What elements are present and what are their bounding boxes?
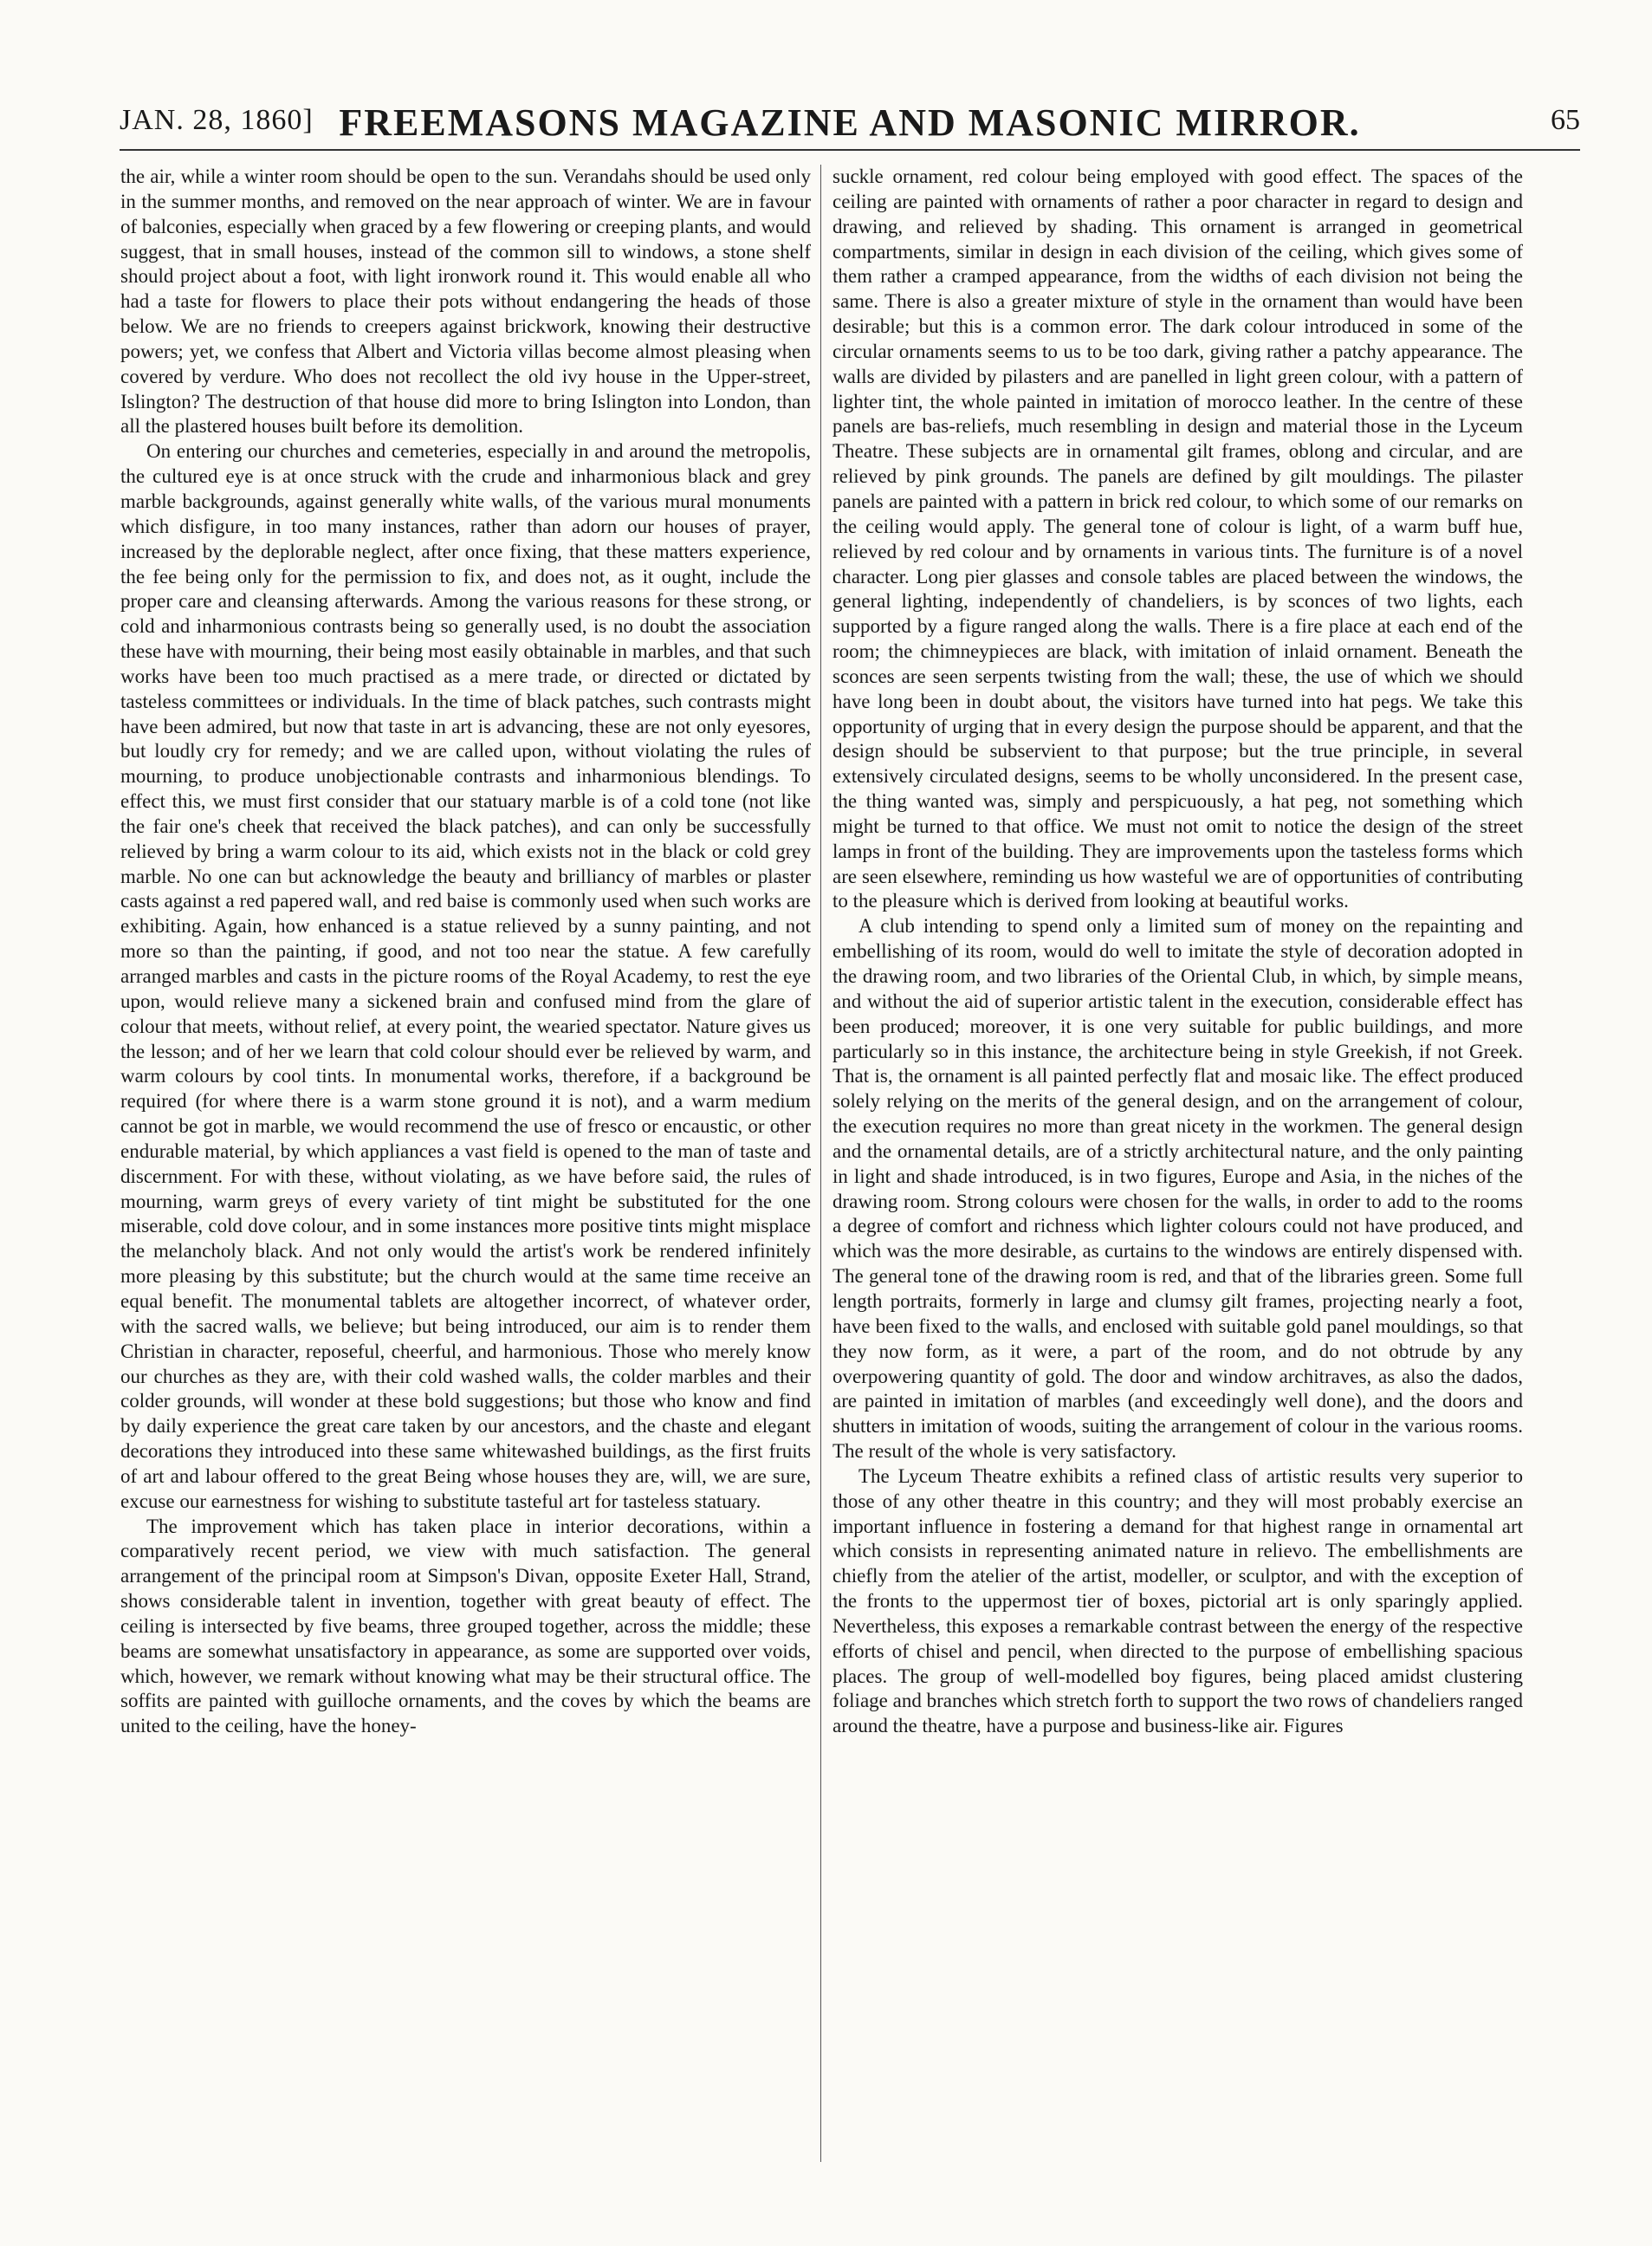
paragraph: the air, while a winter room should be open to the sun. Verandahs should be used only in the summer months, and removed on the near approach of winter. We are in favour of balconies, especially when graced by a few flowering or creeping plants, and would suggest, that in small houses, instead of the common sill to windows, a stone shelf should project about a foot, with light ironwork round it. This would enable all who had a taste for flowers to place their pots without endangering the heads of those below. We are no friends to creepers against brickwork, knowing their destructive powers; yet, we confess that Albert and Victoria villas become almost pleasing when covered by verdure. Who does not recollect the old ivy house in the Upper-street, Islington? The destruction of that house did more to bring Islington into London, than all the plastered houses built before its demolition. <box>120 166 811 438</box>
publication-title: FREEMASONS MAGAZINE AND MASONIC MIRROR. <box>339 101 1361 144</box>
paragraph: The improvement which has taken place in interior decorations, within a comparatively recent period, we view with much satisfaction. The general arrangement of the principal room at Simpson's Divan, opposite Exeter Hall, Strand, shows considerable talent in invention, together with great beauty of effect. The ceiling is intersected by five beams, three grouped together, across the middle; these beams are somewhat unsatisfactory in appearance, as some are supported over voids, which, however, we remark without knowing what may be their structural office. The soffits are painted with guilloche ornaments, and the coves by which the beams are united to the ceiling, have the honey- <box>120 1515 811 1737</box>
paragraph: suckle ornament, red colour being employed with good effect. The spaces of the ceiling are painted with ornaments of rather a poor character in regard to design and drawing, and relieved by shading. This ornament is arranged in geometrical compartments, similar in design in each division of the ceiling, which gives some of them rather a cramped appearance, from the widths of each division not being the same. There is also a greater mixture of style in the ornament than would have been desirable; but this is a common error. The dark colour introduced in some of the circular ornaments seems to us to be too dark, giving rather a patchy appearance. The walls are divided by pilasters and are panelled in light green colour, with a pattern of lighter tint, the whole painted in imitation of morocco leather. In the centre of these panels are bas-reliefs, much resembling in design and material those in the Lyceum Theatre. These subjects are in ornamental gilt frames, oblong and circular, and are relieved by pink grounds. The panels are defined by gilt mouldings. The pilaster panels are painted with a pattern in brick red colour, to which some of our remarks on the ceiling would apply. The general tone of colour is light, of a warm buff hue, relieved by red colour and by ornaments in various tints. The furniture is of a novel character. Long pier glasses and console tables are placed between the windows, the general lighting, independently of chandeliers, is by sconces of two lights, each supported by a figure ranged along the walls. There is a fire place at each end of the room; the chimneypieces are black, with imitation of inlaid ornament. Beneath the sconces are seen serpents twisting from the wall; these, the use of which we should have long been in doubt about, the visitors have turned into hat pegs. We take this opportunity of urging that in every design the purpose should be apparent, and that the design should be subservient to that purpose; but the true principle, in several extensively circulated designs, seems to be wholly unconsidered. In the present case, the thing wanted was, simply and perspicuously, a hat peg, not something which might be turned to that office. We must not omit to notice the design of the street lamps in front of the building. They are improvements upon the tasteless forms which are seen elsewhere, reminding us how wasteful we are of opportunities of contributing to the pleasure which is derived from looking at beautiful works. <box>832 166 1523 912</box>
page-header <box>120 101 1580 144</box>
issue-date: JAN. 28, 1860] <box>120 104 314 136</box>
column-divider <box>820 165 821 2162</box>
right-column <box>832 165 1523 2162</box>
header-rule <box>120 149 1580 151</box>
paragraph: The Lyceum Theatre exhibits a refined class of artistic results very superior to those of any other theatre in this country; and they will most probably exercise an important influence in fostering a demand for that highest range in ornamental art which consists in representing animated nature in relievo. The embellishments are chiefly from the atelier of the artist, modeller, or sculptor, and with the exception of the fronts to the uppermost tier of boxes, pictorial art is only sparingly applied. Nevertheless, this exposes a remarkable contrast between the energy of the respective efforts of chisel and pencil, when directed to the purpose of embellishing spacious places. The group of well-modelled boy figures, being placed amidst clustering foliage and branches which stretch forth to support the two rows of chandeliers ranged around the theatre, have a purpose and business-like air. Figures <box>832 1464 1523 1737</box>
left-column <box>120 165 811 2162</box>
paragraph: On entering our churches and cemeteries, especially in and around the metropolis, the cultured eye is at once struck with the crude and inharmonious black and grey marble backgrounds, against generally white walls, of the various mural monuments which disfigure, in too many instances, rather than adorn our houses of prayer, increased by the deplorable neglect, after once fixing, that these matters experience, the fee being only for the permission to fix, and does not, as it ought, include the proper care and cleansing afterwards. Among the various reasons for these strong, or cold and inharmonious contrasts being so generally used, is no doubt the association these have with mourning, their being most easily obtainable in marbles, and that such works have been too much practised as a mere trade, or directed or dictated by tasteless committees or individuals. In the time of black patches, such contrasts might have been admired, but now that taste in art is advancing, these are not only eyesores, but loudly cry for remedy; and we are called upon, without violating the rules of mourning, to produce unobjectionable contrasts and inharmonious blendings. To effect this, we must first consider that our statuary marble is of a cold tone (not like the fair one's cheek that received the black patches), and can only be successfully relieved by bring a warm colour to its aid, which exists not in the black or cold grey marble. No one can but acknowledge the beauty and brilliancy of marbles or plaster casts against a red papered wall, and red baise is commonly used when such works are exhibiting. Again, how enhanced is a statue relieved by a sunny painting, and not more so than the painting, if good, and not too near the statue. A few carefully arranged marbles and casts in the picture rooms of the Royal Academy, to rest the eye upon, would relieve many a sickened brain and confused mind from the glare of colour that meets, without relief, at every point, the wearied spectator. Nature gives us the lesson; and of her we learn that cold colour should ever be relieved by warm, and warm colours by cool tints. In monumental works, therefore, if a background be required (for where there is a warm stone ground it is not), and a warm medium cannot be got in marble, we would recommend the use of fresco or encaustic, or other endurable material, by which appliances a vast field is opened to the man of taste and discernment. For with these, without violating, as we have before said, the rules of mourning, warm greys of every variety of tint might be substituted for the one miserable, cold dove colour, and in some instances more positive tints might misplace the melancholy black. And not only would the artist's work be rendered infinitely more pleasing by this substitute; but the church would at the same time receive an equal benefit. The monumental tablets are altogether incorrect, of whatever order, with the sacred walls, we believe; but being introduced, our aim is to render them Christian in character, reposeful, cheerful, and harmonious. Those who merely know our churches as they are, with their cold washed walls, the colder marbles and their colder grounds, will wonder at these bold suggestions; but those who know and find by daily experience the great care taken by our ancestors, and the chaste and elegant decorations they introduced into these same whitewashed buildings, as the first fruits of art and labour offered to the great Being whose houses they are, will, we are sure, excuse our earnestness for wishing to substitute tasteful art for tasteless statuary. <box>120 440 811 1512</box>
paragraph: A club intending to spend only a limited sum of money on the repainting and embellishing of its room, would do well to imitate the style of decoration adopted in the drawing room, and two libraries of the Oriental Club, in which, by simple means, and without the aid of superior artistic talent in the execution, considerable effect has been produced; moreover, it is one very suitable for public buildings, and more particularly so in this instance, the architecture being in style Greekish, if not Greek. That is, the ornament is all painted perfectly flat and mosaic like. The effect produced solely relying on the merits of the general design, and on the arrangement of colour, the execution requires no more than great nicety in the workmen. The general design and the ornamental details, are of a strictly architectural nature, and the only painting in light and shade introduced, is in two figures, Europe and Asia, in the niches of the drawing room. Strong colours were chosen for the walls, in order to add to the rooms a degree of comfort and richness which lighter colours could not have produced, and which was the more desirable, as curtains to the windows are entirely dispensed with. The general tone of the drawing room is red, and that of the libraries green. Some full length portraits, formerly in large and clumsy gilt frames, projecting nearly a foot, have been fixed to the walls, and enclosed with suitable gold panel mouldings, so that they now form, as it were, a part of the room, and do not obtrude by any overpowering quantity of gold. The door and window architraves, as also the dados, are painted in imitation of marbles (and exceedingly well done), and the doors and shutters in imitation of woods, suiting the arrangement of colour in the various rooms. The result of the whole is very satisfactory. <box>832 915 1523 1463</box>
page-number: 65 <box>1551 104 1580 136</box>
